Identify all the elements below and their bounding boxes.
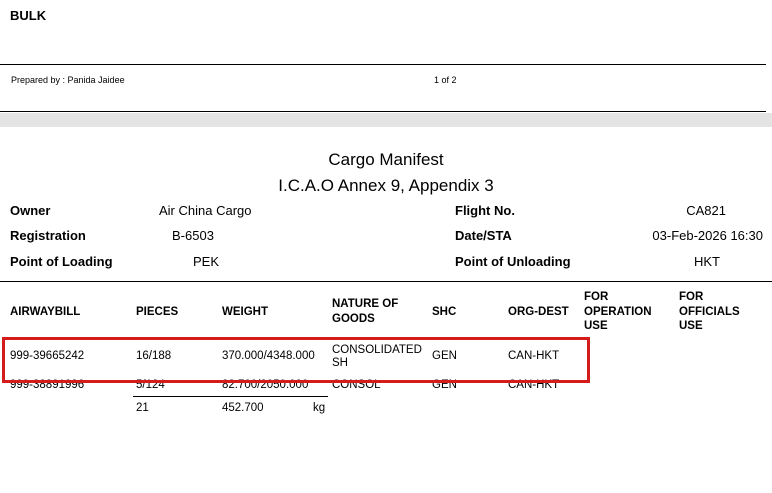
total-pieces: 21 (136, 402, 149, 414)
row-nature: CONSOL (332, 379, 381, 391)
col-header-officials-use (679, 290, 740, 334)
page-indicator: 1 of 2 (434, 75, 457, 85)
registration-value: B-6503 (172, 228, 214, 243)
section-label-bulk: BULK (10, 8, 47, 23)
flight-value: CA821 (686, 203, 726, 218)
row-weight: 370.000/4348.000 (222, 350, 315, 362)
col-header-nature-line2: GOODS (332, 312, 375, 325)
row-weight: 82.700/2050.000 (222, 379, 309, 391)
col-header-off-line2: OFFICIALS (679, 305, 740, 318)
unloading-value: HKT (694, 254, 720, 269)
col-header-off-line3: USE (679, 320, 703, 332)
total-weight-unit: kg (313, 402, 326, 414)
page-break (0, 113, 772, 127)
col-header-op-line3: USE (584, 320, 608, 332)
col-header-nature (332, 297, 398, 326)
row-nature-line2: SH (332, 357, 348, 369)
col-header-off-line1: FOR (679, 291, 704, 303)
row-awb: 999-38891996 (10, 379, 85, 391)
col-header-operation-use (584, 290, 652, 334)
col-header-weight: WEIGHT (222, 306, 268, 318)
date-label: Date/STA (455, 228, 512, 243)
row-nature-line1: CONSOLIDATED (332, 344, 422, 356)
row-org-dest: CAN-HKT (508, 379, 560, 391)
row-org-dest: CAN-HKT (508, 350, 560, 362)
manifest-title: Cargo Manifest (328, 150, 444, 169)
col-header-pieces: PIECES (136, 306, 179, 318)
owner-label: Owner (10, 203, 51, 218)
unloading-label: Point of Unloading (455, 254, 571, 269)
col-header-nature-line1: NATURE OF (332, 298, 399, 310)
page-bottom-rule (0, 111, 766, 112)
loading-label: Point of Loading (10, 254, 113, 269)
row-shc: GEN (432, 379, 457, 391)
footer-divider (0, 64, 766, 65)
registration-label: Registration (10, 228, 86, 243)
owner-value: Air China Cargo (159, 203, 252, 218)
previous-page-tail (0, 0, 772, 113)
row-pieces: 16/188 (136, 350, 172, 362)
prepared-by: Prepared by : Panida Jaidee (11, 75, 125, 85)
totals-rule (133, 396, 328, 397)
loading-value: PEK (193, 254, 220, 269)
date-value: 03-Feb-2026 16:30 (652, 228, 763, 243)
col-header-op-line1: FOR (584, 291, 609, 303)
total-weight: 452.700 (222, 402, 264, 414)
flight-label: Flight No. (455, 203, 515, 218)
row-pieces: 5/124 (136, 379, 165, 391)
col-header-shc: SHC (432, 306, 457, 318)
col-header-op-line2: OPERATION (584, 305, 652, 318)
row-shc: GEN (432, 350, 457, 362)
header-top-rule (0, 281, 772, 282)
row-highlight-box (2, 337, 590, 383)
col-header-awb: AIRWAYBILL (10, 306, 81, 318)
col-header-org-dest: ORG-DEST (508, 306, 569, 318)
manifest-subtitle: I.C.A.O Annex 9, Appendix 3 (278, 176, 494, 195)
row-awb: 999-39665242 (10, 350, 85, 362)
